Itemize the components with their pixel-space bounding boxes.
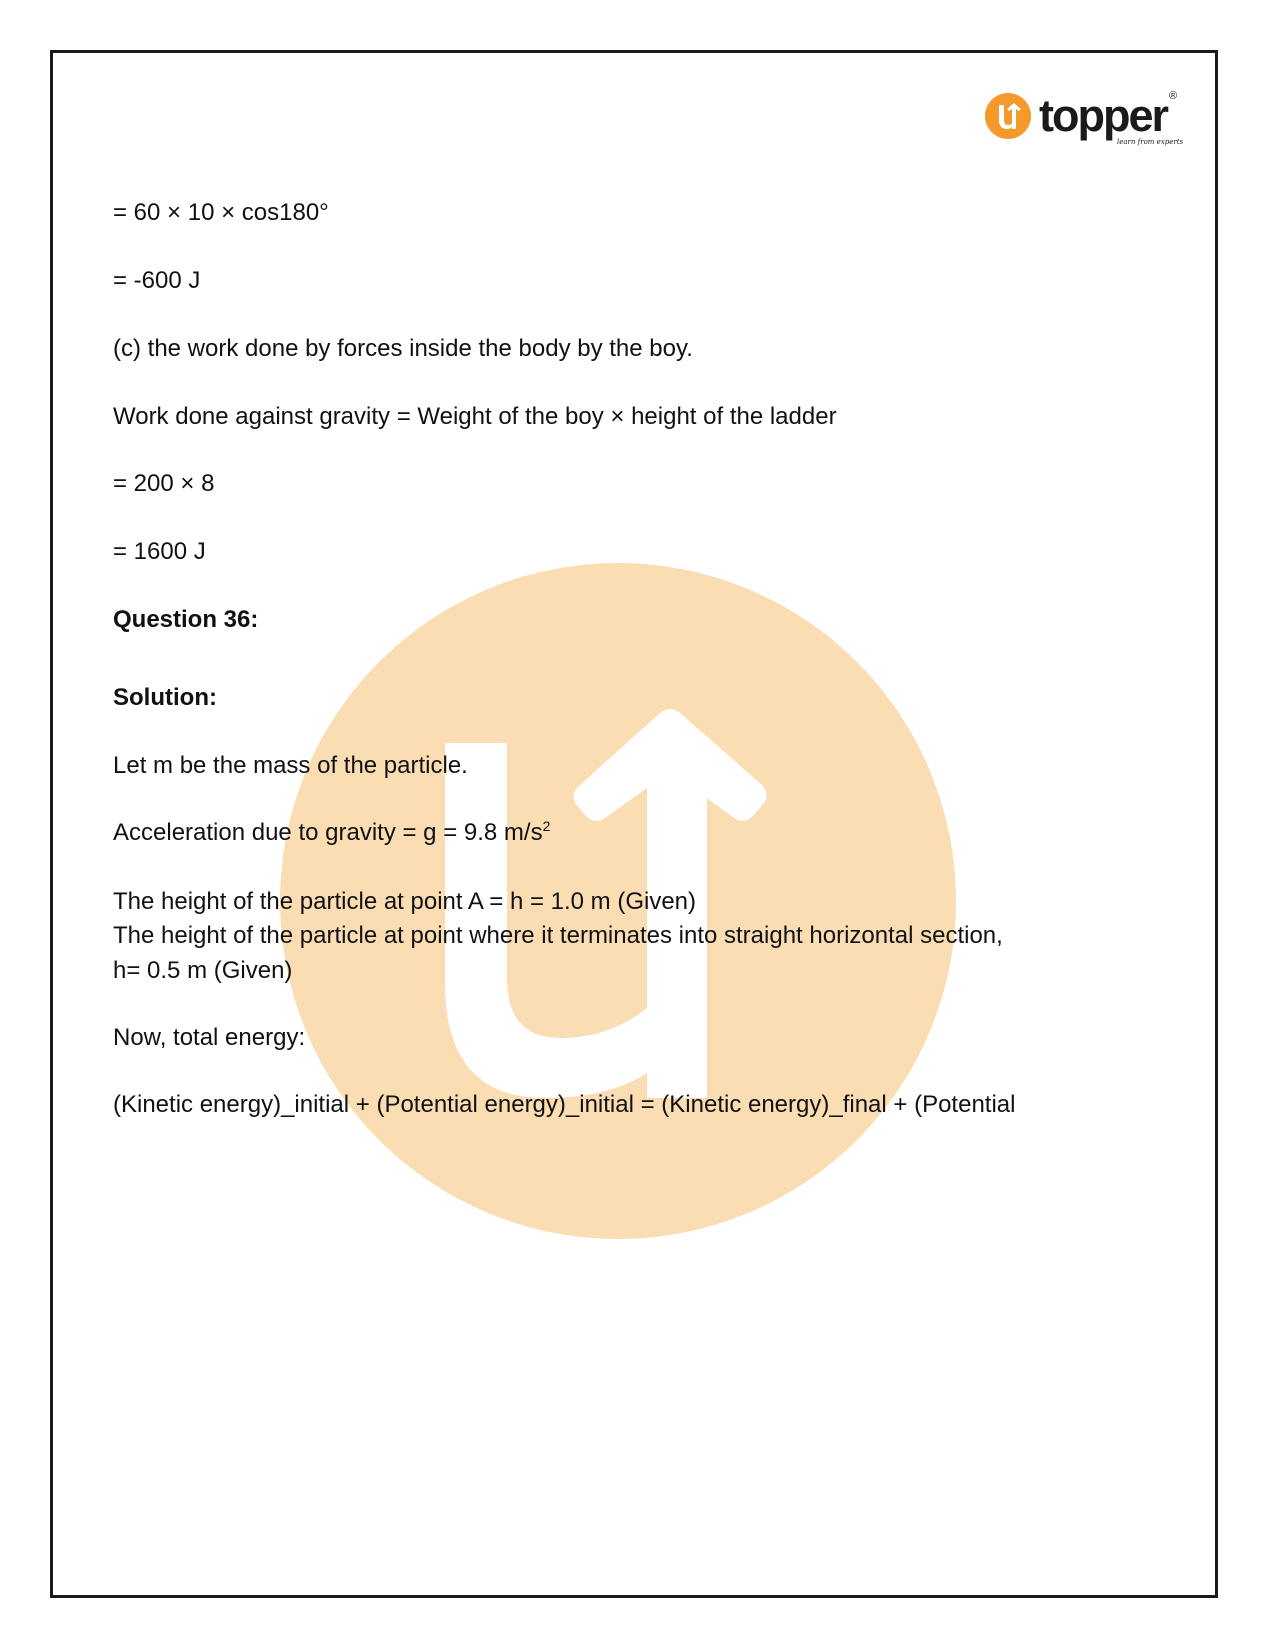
topper-badge-icon bbox=[985, 93, 1031, 139]
solution-heading: Solution: bbox=[113, 684, 217, 711]
paragraph-line: h= 0.5 m (Given) bbox=[113, 957, 293, 984]
registered-mark: ® bbox=[1169, 90, 1178, 102]
paragraph-line: Work done against gravity = Weight of the boy × height of the ladder bbox=[113, 403, 837, 430]
paragraph-line: (c) the work done by forces inside the body by the boy. bbox=[113, 335, 693, 362]
paragraph-line: Let m be the mass of the particle. bbox=[113, 752, 468, 779]
equation-line: = 200 × 8 bbox=[113, 470, 215, 497]
topper-logo bbox=[985, 88, 1185, 154]
question-heading: Question 36: bbox=[113, 606, 259, 633]
logo-wordmark: topper bbox=[1039, 90, 1167, 141]
paragraph-line: The height of the particle at point A = h = 1.0 m (Given) bbox=[113, 888, 697, 915]
equation-line: = -600 J bbox=[113, 267, 201, 294]
superscript: 2 bbox=[542, 818, 551, 834]
logo-tagline: learn from experts bbox=[1117, 138, 1184, 146]
paragraph-line bbox=[113, 818, 550, 848]
paragraph-line: The height of the particle at point where it terminates into straight horizontal section, bbox=[113, 922, 1003, 949]
equation-line: (Kinetic energy)_initial + (Potential energy)_initial = (Kinetic energy)_final + (Potential bbox=[113, 1091, 1016, 1118]
equation-line: = 1600 J bbox=[113, 538, 206, 565]
acceleration-text: Acceleration due to gravity = g = 9.8 m/s bbox=[113, 819, 543, 846]
paragraph-line: Now, total energy: bbox=[113, 1024, 306, 1051]
equation-line: = 60 × 10 × cos180° bbox=[113, 199, 329, 226]
